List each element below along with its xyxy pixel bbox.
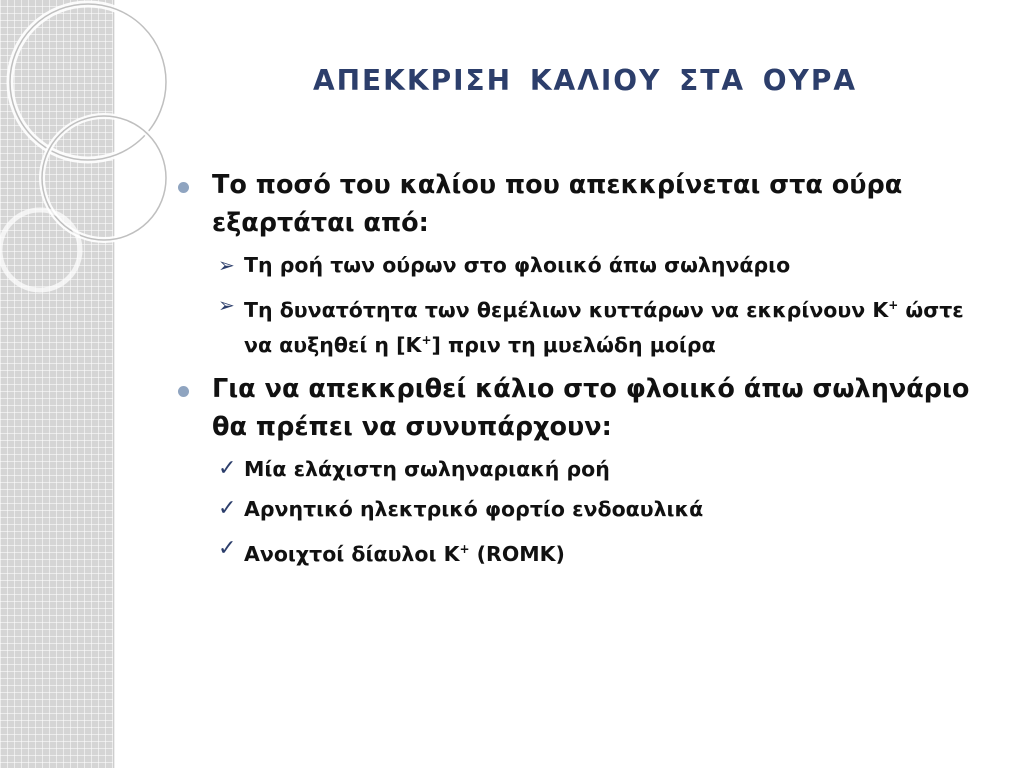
sub-item-2-2 [218, 494, 978, 524]
sub-item-1-1 [218, 250, 978, 280]
superscript-plus: + [888, 298, 899, 312]
superscript-plus: + [421, 333, 432, 347]
bullet-text-1: Το ποσό του καλίου που απεκκρίνεται στα ούρα εξαρτάται από: [212, 170, 903, 238]
bullet-text-2: Για να απεκκριθεί κάλιο στο φλοιικό άπω σωληνάριο θα πρέπει να συνυπάρχουν: [212, 374, 970, 442]
sub-item-text-part2: ώστε να αυξηθεί η [Κ [244, 298, 964, 357]
sub-item-text-part1: Ανοιχτοί δίαυλοι Κ [244, 542, 460, 566]
bullet-item-1 [178, 166, 978, 242]
sub-item-text: Αρνητικό ηλεκτρικό φορτίο ενδοαυλικά [244, 497, 704, 521]
superscript-plus: + [459, 542, 470, 556]
sub-item-2-3 [218, 534, 978, 569]
sub-item-2-1 [218, 454, 978, 484]
sidebar-edge [113, 0, 115, 768]
sub-item-text-part2: (ROMK) [469, 542, 565, 566]
sub-item-text-part1: Τη δυνατότητα των θεμέλιων κυττάρων να εκκρίνουν Κ [244, 298, 889, 322]
checkmark-bullet-icon: ✓ [218, 536, 237, 561]
bullet-item-2 [178, 370, 978, 446]
sub-item-text: Μία ελάχιστη σωληναριακή ροή [244, 457, 610, 481]
sub-item-text-part3: ] πριν τη μυελώδη μοίρα [431, 333, 716, 357]
arrow-bullet-icon: ➢ [218, 293, 235, 317]
checkmark-bullet-icon: ✓ [218, 496, 237, 521]
filled-circle-bullet-icon [178, 386, 189, 397]
arrow-bullet-icon: ➢ [218, 253, 235, 277]
sub-item-text: Τη ροή των ούρων στο φλοιικό άπω σωληνάριο [244, 253, 791, 277]
decorative-sidebar [0, 0, 113, 768]
sub-item-1-2 [218, 290, 978, 360]
slide-title: ΑΠΕΚΚΡΙΣΗ ΚΑΛΙΟΥ ΣΤΑ ΟΥΡΑ [312, 64, 858, 97]
filled-circle-bullet-icon [178, 182, 189, 193]
checkmark-bullet-icon: ✓ [218, 456, 237, 481]
slide-content [178, 166, 978, 579]
